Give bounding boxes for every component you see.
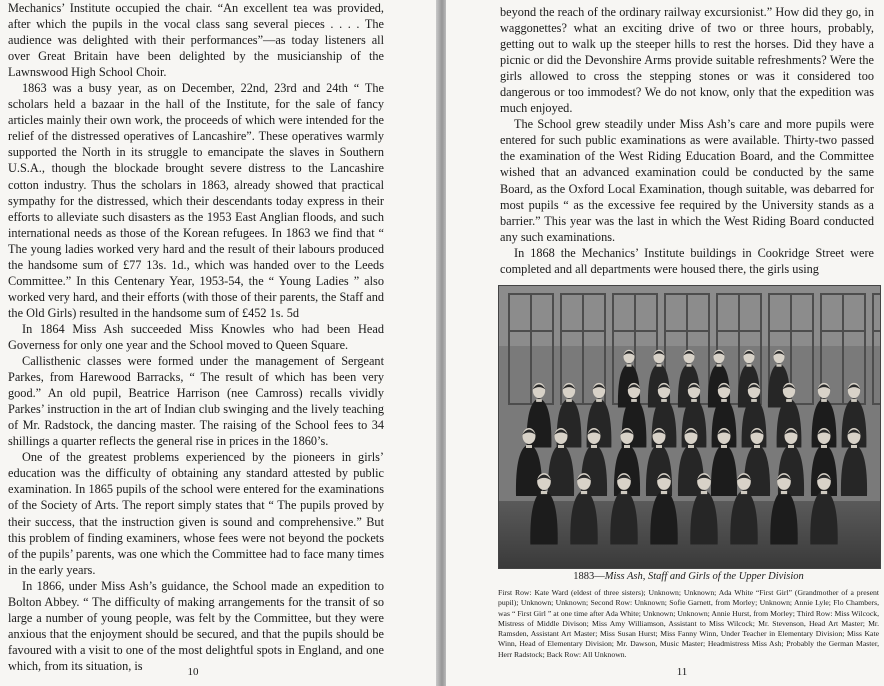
paragraph: In 1864 Miss Ash succeeded Miss Knowles who had been Head Governess for only one year and the School moved to Queen Square. — [8, 321, 384, 352]
right-page-text — [500, 4, 874, 277]
paragraph: The School grew steadily under Miss Ash’s care and more pupils were entered for such public examinations as were available. Thirty-two passed the examination of the West Riding Education Board, and the Committee wished that an advanced examination could be conducted by the same Board, as the Oxford Local Examination, though suitable, was debarred for most pupils “ as the excessive fee required by the University stands as a barrier.” This year was the last in which the West Riding Board conducted any such examinations. — [500, 117, 874, 244]
page-number: 11 — [676, 666, 688, 678]
paragraph: Mechanics’ Institute occupied the chair. “An excellent tea was provided, after which the pupils in the vocal class sang several pieces . . . . The audience was delighted with their performances”—as today listeners all over Great Britain have been delighted by the musicianship of the Lawnswood High School Choir. — [8, 1, 384, 80]
photo-caption — [498, 571, 879, 582]
paragraph: Callisthenic classes were formed under the management of Sergeant Parkes, from Harewood Barracks, “ The result of which has been very good.” An old pupil, Beatrice Harrison (nee Camross) recalls vividly Parkes’ instruction in the art of Indian club swinging and the lively teaching of Mr. Radstock, the dancing master. The raising of the School fees to 34 shillings a quarter reflects the general rise in prices in the 1860’s. — [8, 354, 384, 449]
photo-identification-notes: First Row: Kate Ward (eldest of three sisters); Unknown; Unknown; Ada White “First Girl” (Grandmother of a present pupil); Unknown; Unknown; Second Row: Unknown; Sofie Garnett, from Morley; Unknown; Annie Lyle; Flo Chambers, was “ First Girl ” at one time after Ada White; Unknown; Unknown; Annie Hurst, from Morley; Third Row: Miss Wilcock, Mistress of Middle Divison; Miss Amy Williamson, Assistant to Miss Wilcock; Mr. Stevenson, Head Art Master; Mr. Ramsden, Assistant Art Master; Miss Susan Hurst; Miss Fanny Winn, Under Teacher in Elementary Division; Miss Kate Winn, Head of Elementary Division; Mr. Dawson, Music Master; Headmistress Miss Ash; Probably the German Master, Herr Radstock; Back Row: All Unknown. — [498, 588, 879, 659]
photograph-image — [499, 286, 880, 568]
right-page — [446, 0, 884, 686]
paragraph: In 1868 the Mechanics’ Institute buildings in Cookridge Street were completed and all departments were housed there, the girls using — [500, 245, 874, 276]
caption-year: 1883— — [573, 571, 605, 582]
page-number: 10 — [187, 666, 199, 678]
paragraph: One of the greatest problems experienced by the pioneers in girls’ education was the difficulty of obtaining any standard attested by public examination. In 1865 pupils of the school were entered for the examinations of the Society of Arts. The report simply states that “ The pupils proved by their success, that the instruction given is sound and comprehensive.” But this problem of finding examiners, whose fees were not beyond the pockets of the pupils’ parents, was one which the Committee had to face many times in the early years. — [8, 450, 384, 577]
left-page-text — [8, 0, 384, 674]
paragraph: beyond the reach of the ordinary railway excursionist.” How did they go, in waggonettes? what an exciting drive of two or three hours, probably, getting out to walk up the steeper hills to rest the horses. Did they have a picnic or did the Devonshire Arms provide suitable refreshments? Were the girls allowed to cross the stepping stones or was it considered too dangerous or too immodest? We do not know, only that the expedition was much enjoyed. — [500, 5, 874, 116]
left-page — [0, 0, 438, 686]
caption-title: Miss Ash, Staff and Girls of the Upper Division — [604, 571, 804, 582]
paragraph: 1863 was a busy year, as on December, 22nd, 23rd and 24th “ The scholars held a bazaar in the hall of the Institute, for the sale of fancy articles mainly their own work, the proceeds of which were intended for the relief of the distressed operatives of Lancashire”. These operatives warmly supported the North in its struggle to emancipate the slaves in Southern U.S.A., though the blockade brought severe distress to the Lancashire cotton industry. Thus the scholars in 1863, already showed that practical sympathy for the distressed, which their descendants today express in their efforts to alleviate such disasters as the 1953 East Anglian floods, and such international needs as those of the Korean refugees. In 1863 we find that “ The young ladies worked very hard and the result of their labours produced the handsome sum of £77 13s. 1d., which was handed over to the Leeds Committee.” In this Centenary Year, 1953-54, the “ Young Ladies ” also worked very hard, and their efforts (with those of their parents, the Staff and the Old Girls) resulted in the handsome sum of £452 1s. 5d — [8, 81, 384, 320]
group-photograph — [498, 285, 881, 569]
paragraph: In 1866, under Miss Ash’s guidance, the School made an expedition to Bolton Abbey. “ The difficulty of making arrangements for the transit of so large a number of young people, was felt by the Committee, but they were anxious that the enjoyment should be secured, and that the pupils should be favoured with a visit to one of the most delightful spots in England, and one which, from its situation, is — [8, 578, 384, 673]
